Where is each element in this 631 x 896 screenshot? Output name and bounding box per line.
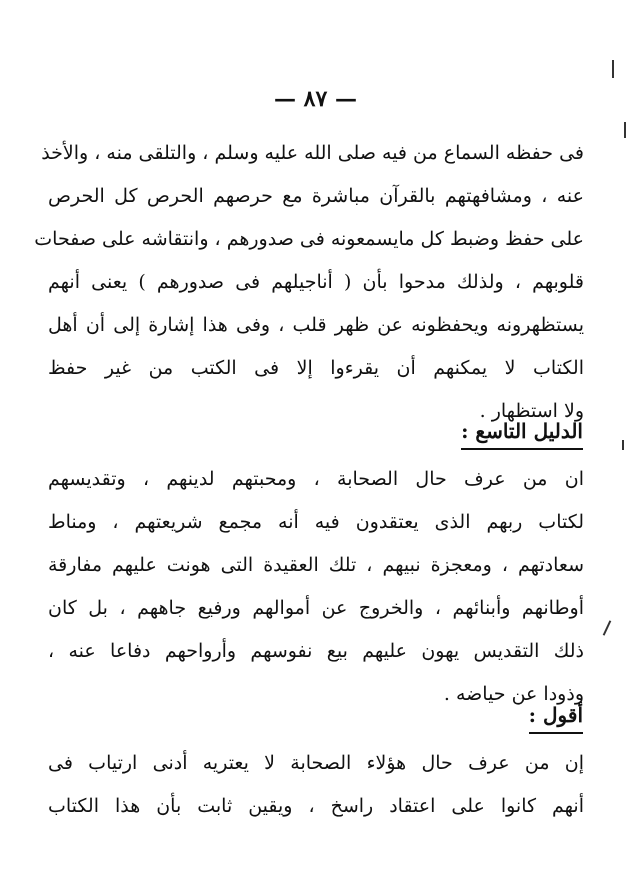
text-line: سعادتهم ، ومعجزة نبيهم ، تلك العقيدة التى هونت عليهم مفارقة [48, 554, 584, 576]
text-line: ولا استظهار . [479, 400, 584, 422]
page-number: — ٨٧ — [274, 86, 357, 112]
section-heading-i-say: أقول : [529, 700, 583, 734]
paragraph-1 [34, 132, 584, 433]
scan-mark [624, 122, 626, 138]
scan-mark [612, 60, 614, 78]
section-heading-ninth-proof: الدليل التاسع : [461, 416, 583, 450]
text-line: قلوبهم ، ولذلك مدحوا بأن ( أناجيلهم فى صدورهم ) يعنى أنهم [48, 271, 584, 293]
paragraph-3 [48, 742, 584, 828]
text-line: أوطانهم وأبنائهم ، والخروج عن أموالهم ورفيع جاههم ، بل كان [48, 597, 584, 619]
text-line: عنه ، ومشافهتهم بالقرآن مباشرة مع حرصهم الحرص كل الحرص [48, 185, 584, 207]
text-line: ان من عرف حال الصحابة ، ومحبتهم لدينهم ، وتقديسهم [48, 468, 584, 490]
text-line: إن من عرف حال هؤلاء الصحابة لا يعتريه أدنى ارتياب فى [48, 752, 584, 774]
text-line: فى حفظه السماع من فيه صلى الله عليه وسلم ، والتلقى منه ، والأخذ [41, 142, 584, 164]
text-line: الكتاب لا يمكنهم أن يقرءوا إلا فى الكتب من غير حفظ [48, 357, 584, 379]
text-line: على حفظ وضبط كل مايسمعونه فى صدورهم ، وانتقاشه على صفحات [34, 228, 584, 250]
paragraph-2 [48, 458, 584, 716]
text-line: يستظهرونه ويحفظونه عن ظهر قلب ، وفى هذا إشارة إلى أن أهل [48, 314, 584, 336]
scan-mark [622, 440, 624, 450]
text-line: لكتاب ربهم الذى يعتقدون فيه أنه مجمع شريعتهم ، ومناط [48, 511, 584, 533]
scan-mark [603, 620, 612, 635]
text-line: وذودا عن حياضه . [443, 683, 584, 705]
text-line: ذلك التقديس يهون عليهم بيع نفوسهم وأرواحهم دفاعا عنه ، [48, 640, 584, 662]
text-line: أنهم كانوا على اعتقاد راسخ ، ويقين ثابت بأن هذا الكتاب [48, 795, 584, 817]
